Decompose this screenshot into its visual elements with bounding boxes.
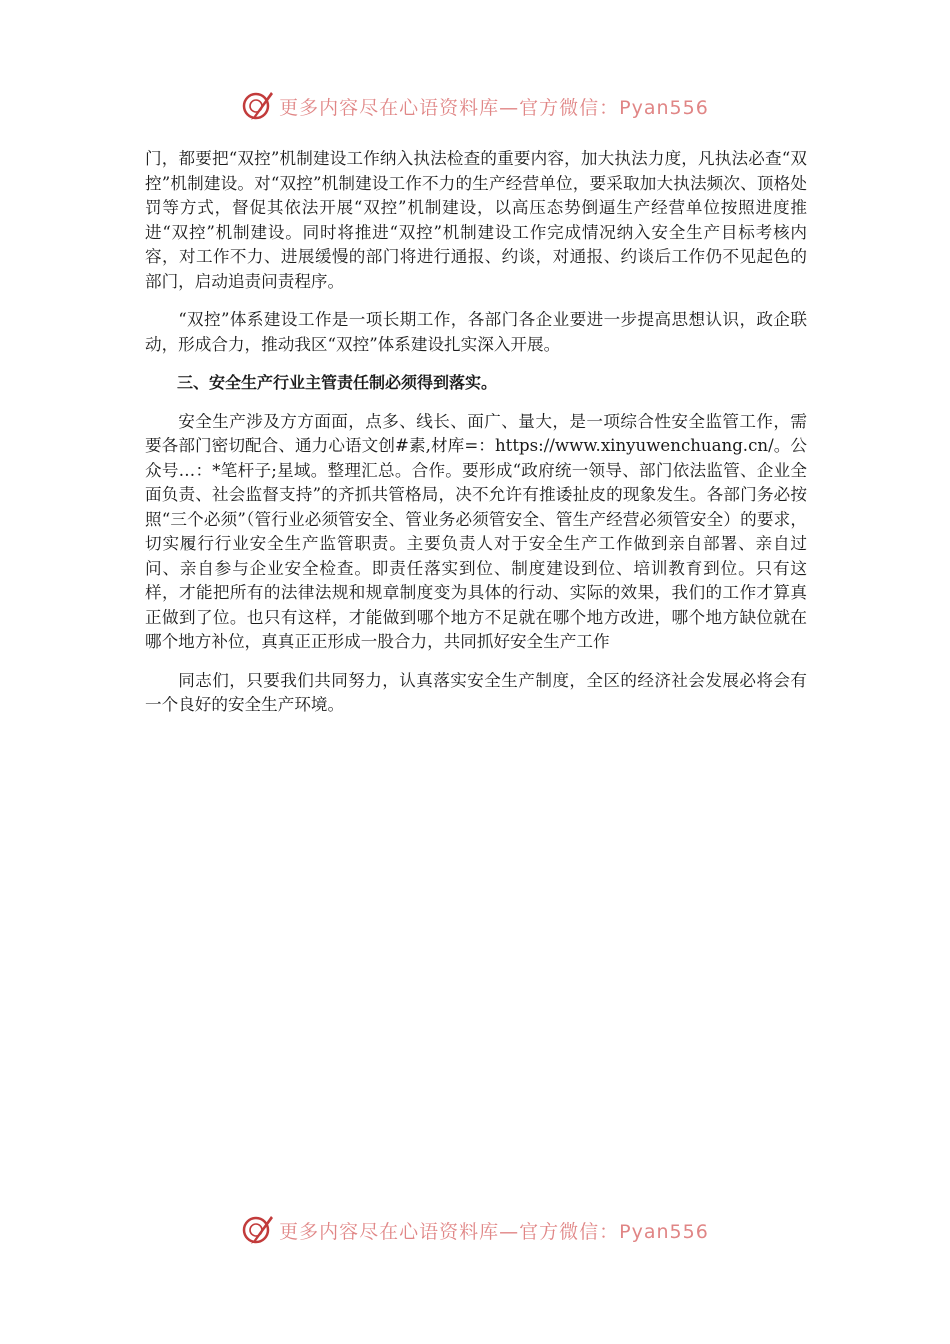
- watermark-text: 更多内容尽在心语资料库—官方微信：Pyan556: [279, 96, 709, 119]
- footer-watermark: [0, 1210, 950, 1250]
- paragraph-closing: 同志们，只要我们共同努力，认真落实安全生产制度，全区的经济社会发展必将会有一个良好的安全生产环境。: [145, 670, 807, 714]
- paragraph-responsibility: 安全生产涉及方方面面，点多、线长、面广、量大，是一项综合性安全监管工作，需要各部门密切配合、通力心语文创#素,材库=：https://www.xinyuwenchuang.cn/。公众号…：*笔杆子;星域。整理汇总。合作。要形成“政府统一领导、部门依法监管、企业全面负责、社会监督支持”的齐抓共管格局，决不允许有推诿扯皮的现象发生。各部门务必按照“三个必须”（管行业必须管安全、管业务必须管安全、管生产经营必须管安全）的要求，切实履行行业安全生产监管职责。主要负责人对于安全生产工作做到亲自部署、亲自过问、亲自参与企业安全检查。即责任落实到位、制度建设到位、培训教育到位。只有这样，才能把所有的法律法规和规章制度变为具体的行动、实际的效果，我们的工作才算真正做到了位。也只有这样，才能做到哪个地方不足就在哪个地方改进，哪个地方缺位就在哪个地方补位，真真正正形成一股合力，共同抓好安全生产工作: [145, 411, 807, 651]
- document-body: [145, 147, 807, 732]
- paragraph-dual-control-summary: “双控”体系建设工作是一项长期工作，各部门各企业要进一步提高思想认识，政企联动，形成合力，推动我区“双控”体系建设扎实深入开展。: [145, 310, 807, 354]
- watermark-text: 更多内容尽在心语资料库—官方微信：Pyan556: [279, 1220, 709, 1243]
- section-heading-three: 三、安全生产行业主管责任制必须得到落实。: [177, 373, 498, 392]
- header-watermark: [0, 86, 950, 126]
- pen-logo-icon: [241, 1213, 275, 1247]
- pen-logo-icon: [241, 89, 275, 123]
- paragraph-continuation: 门，都要把“双控”机制建设工作纳入执法检查的重要内容，加大执法力度，凡执法必查“双控”机制建设。对“双控”机制建设工作不力的生产经营单位，要采取加大执法频次、顶格处罚等方式，督促其依法开展“双控”机制建设，以高压态势倒逼生产经营单位按照进度推进“双控”机制建设。同时将推进“双控”机制建设工作完成情况纳入安全生产目标考核内容，对工作不力、进展缓慢的部门将进行通报、约谈，对通报、约谈后工作仍不见起色的部门，启动追责问责程序。: [145, 149, 807, 291]
